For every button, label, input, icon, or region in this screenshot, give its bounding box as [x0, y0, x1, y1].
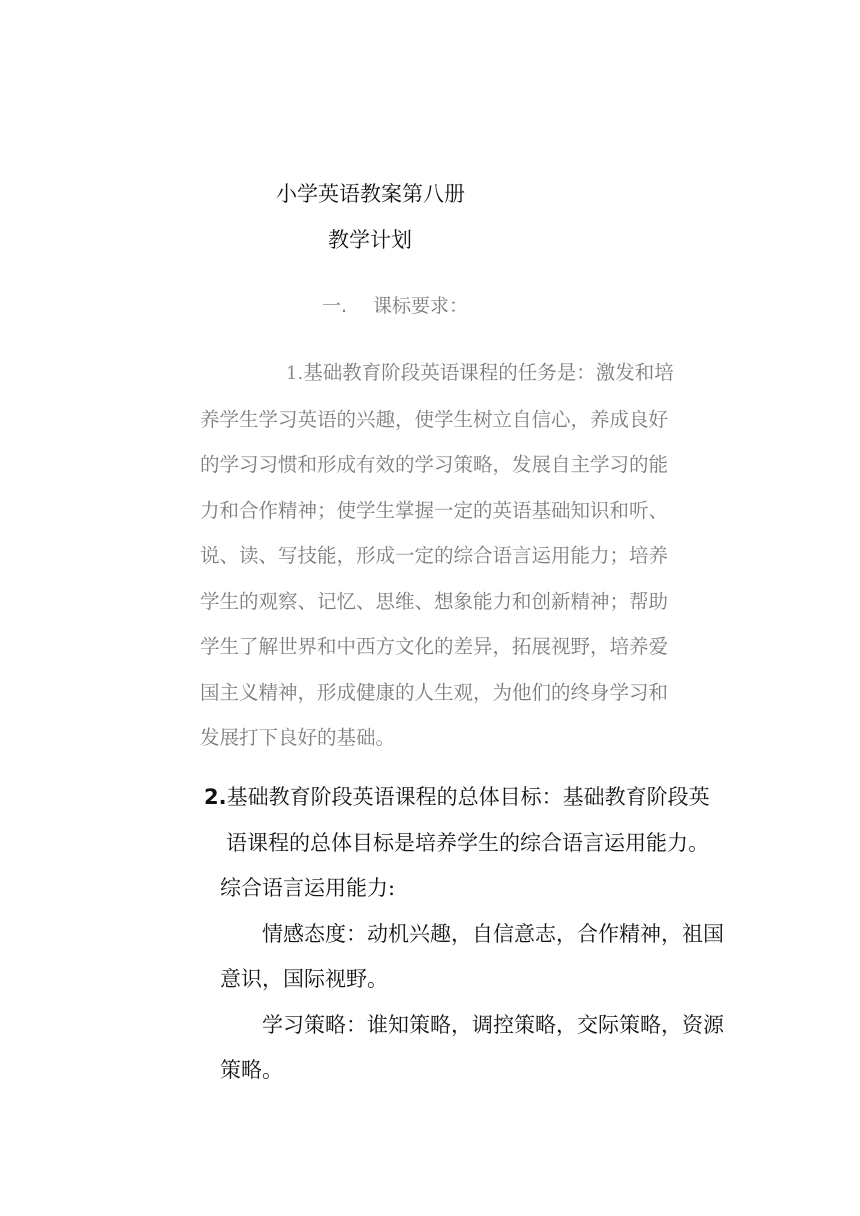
paragraph-line: 国主义精神，形成健康的人生观，为他们的终身学习和 — [200, 680, 669, 704]
paragraph-number: 1. — [286, 363, 304, 384]
paragraph-line: 发展打下良好的基础。 — [200, 726, 396, 749]
paragraph-line: 综合语言运用能力: — [220, 876, 396, 900]
paragraph-number: 2. — [204, 785, 227, 809]
paragraph-line: 2.基础教育阶段英语课程的总体目标：基础教育阶段英 — [204, 785, 710, 809]
paragraph-line: 学生了解世界和中西方文化的差异，拓展视野，培养爱 — [200, 635, 669, 658]
section-number: 一. — [322, 295, 348, 317]
paragraph-line: 意识，国际视野。 — [220, 967, 388, 991]
paragraph-line: 养学生学习英语的兴趣，使学生树立自信心，养成良好 — [200, 407, 669, 431]
section-heading — [322, 290, 468, 322]
paragraph-line: 力和合作精神；使学生掌握一定的英语基础知识和听、 — [200, 498, 669, 522]
paragraph-line: 说、读、写技能，形成一定的综合语言运用能力；培养 — [200, 544, 669, 567]
document-title: 小学英语教案第八册 — [276, 182, 465, 206]
paragraph-line: 学习策略：谁知策略，调控策略，交际策略，资源 — [262, 1012, 724, 1037]
paragraph-line: 策略。 — [220, 1058, 283, 1082]
paragraph-course-goal — [204, 775, 734, 1094]
paragraph-line: 语课程的总体目标是培养学生的综合语言运用能力。 — [226, 830, 709, 855]
paragraph-line: 的学习习惯和形成有效的学习策略，发展自主学习的能 — [200, 453, 669, 476]
paragraph-course-task — [200, 350, 722, 761]
paragraph-line: 1.基础教育阶段英语课程的任务是：激发和培 — [286, 361, 674, 384]
document-subtitle: 教学计划 — [328, 228, 412, 252]
paragraph-line: 学生的观察、记忆、思维、想象能力和创新精神；帮助 — [200, 589, 669, 613]
paragraph-line: 情感态度：动机兴趣，自信意志，合作精神，祖国 — [262, 921, 724, 946]
section-heading-text: 课标要求： — [373, 295, 469, 317]
